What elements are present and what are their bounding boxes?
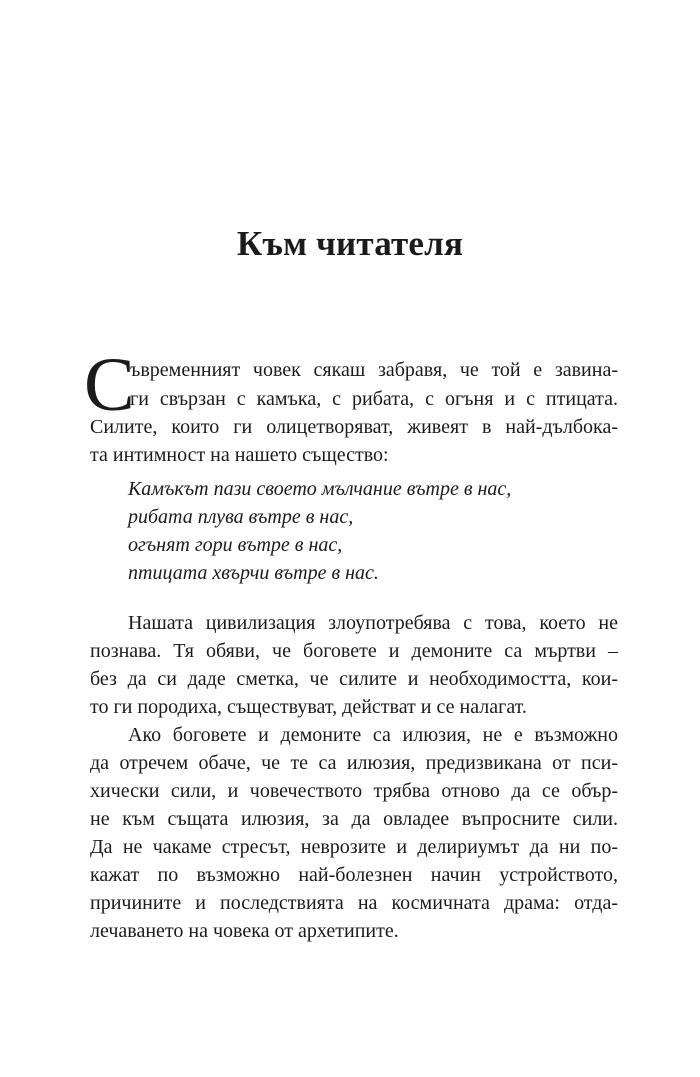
paragraph-3-line-4: не към същата илюзия, за да овладее въпросните сили. <box>90 808 618 830</box>
drop-cap-letter: С <box>84 343 135 427</box>
poem-line-2: рибата плува вътре в нас, <box>128 506 354 528</box>
paragraph-2-line-3: без да си даде сметка, че силите и необходимостта, кои- <box>90 668 618 690</box>
paragraph-3-line-1: Ако боговете и демоните са илюзия, не е възможно <box>128 724 618 746</box>
paragraph-3-line-3: хически сили, и човечеството трябва отново да се обър- <box>90 780 618 802</box>
paragraph-1-line-4: та интимност на нашето същество: <box>90 444 389 466</box>
paragraph-3-line-5: Да не чакаме стресът, неврозите и делириумът да ни по- <box>90 836 618 858</box>
paragraph-3-line-7: причините и последствията на космичната драма: отда- <box>90 892 618 914</box>
paragraph-2-line-1: Нашата цивилизация злоупотребява с това, което не <box>128 612 618 634</box>
poem-line-3: огънят гори вътре в нас, <box>128 534 343 556</box>
paragraph-2-line-4: то ги породиха, съществуват, действат и се налагат. <box>90 696 527 718</box>
paragraph-3-line-8: лечаването на човека от архетипите. <box>90 920 399 942</box>
paragraph-2-line-2: познава. Тя обяви, че боговете и демоните са мъртви – <box>90 640 618 662</box>
poem-line-1: Камъкът пази своето мълчание вътре в нас, <box>128 478 512 500</box>
poem-line-4: птицата хвърчи вътре в нас. <box>128 562 379 584</box>
paragraph-3-line-6: кажат по възможно най-болезнен начин устройството, <box>90 864 618 886</box>
paragraph-1-line-2: ги свързан с камъка, с рибата, с огъня и с птицата. <box>130 388 618 410</box>
paragraph-3-line-2: да отречем обаче, че те са илюзия, предизвикана от пси- <box>90 752 618 774</box>
paragraph-1-line-1: ъвременният човек сякаш забравя, че той е завина- <box>130 359 618 381</box>
paragraph-1-line-3: Силите, които ги олицетворяват, живеят в най-дълбока- <box>90 416 618 438</box>
chapter-title: Към читателя <box>236 224 464 263</box>
